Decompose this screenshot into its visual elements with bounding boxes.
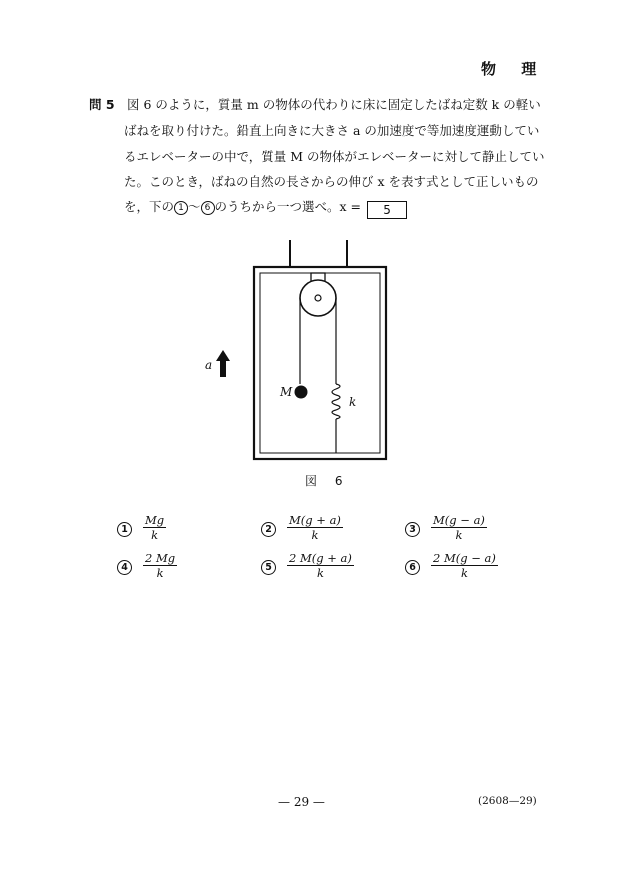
choice-number: 5	[261, 560, 276, 575]
numerator: M(g − a)	[433, 513, 485, 527]
question-line-3: るエレベーターの中で，質量 M の物体がエレベーターに対して静止してい	[124, 149, 545, 164]
page-number: — 29 —	[278, 795, 325, 809]
choice-number: 1	[117, 522, 132, 537]
numerator: 2 M(g + a)	[289, 551, 352, 565]
range-start-marker: 1	[174, 201, 188, 215]
choice-fraction	[431, 513, 487, 542]
choice-fraction	[287, 551, 354, 580]
choice-number: 4	[117, 560, 132, 575]
spring-coil	[332, 384, 340, 419]
choice-number: 2	[261, 522, 276, 537]
label-M: M	[280, 385, 293, 399]
numerator: Mg	[145, 513, 165, 527]
acceleration-arrow	[216, 350, 230, 377]
numerator: M(g + a)	[289, 513, 341, 527]
label-k: k	[349, 395, 357, 409]
mass-ball	[295, 386, 308, 399]
question-label: 問 5	[89, 97, 115, 112]
choice-fraction	[431, 551, 498, 580]
choice-fraction	[143, 513, 166, 542]
question-line-4: た。このとき，ばねの自然の長さからの伸び x を表す式として正しいもの	[124, 174, 539, 189]
line5-after: のうちから一つ選べ。x =	[214, 199, 362, 214]
denominator: k	[316, 566, 324, 580]
answer-box: 5	[367, 201, 407, 219]
range-separator: ～	[188, 199, 201, 214]
numerator: 2 Mg	[145, 551, 176, 565]
choice-number: 6	[405, 560, 420, 575]
label-a: a	[205, 358, 213, 372]
choice-number: 3	[405, 522, 420, 537]
denominator: k	[455, 528, 463, 542]
question-line-1: 図 6 のように，質量 m の物体の代わりに床に固定したばね定数 k の軽い	[127, 97, 541, 112]
question-line-2: ばねを取り付けた。鉛直上向きに大きさ a の加速度で等加速度運動してい	[124, 123, 540, 138]
denominator: k	[156, 566, 164, 580]
range-end-marker: 6	[201, 201, 215, 215]
line5-before: を，下の	[124, 199, 175, 214]
subject-heading: 物 理	[481, 60, 547, 78]
choice-fraction	[143, 551, 177, 580]
denominator: k	[151, 528, 159, 542]
numerator: 2 M(g − a)	[433, 551, 496, 565]
denominator: k	[460, 566, 468, 580]
choice-fraction	[287, 513, 343, 542]
pulley-wheel	[300, 280, 336, 316]
figure-caption: 図 6	[305, 474, 343, 488]
denominator: k	[311, 528, 319, 542]
exam-code: (2608—29)	[478, 795, 537, 807]
